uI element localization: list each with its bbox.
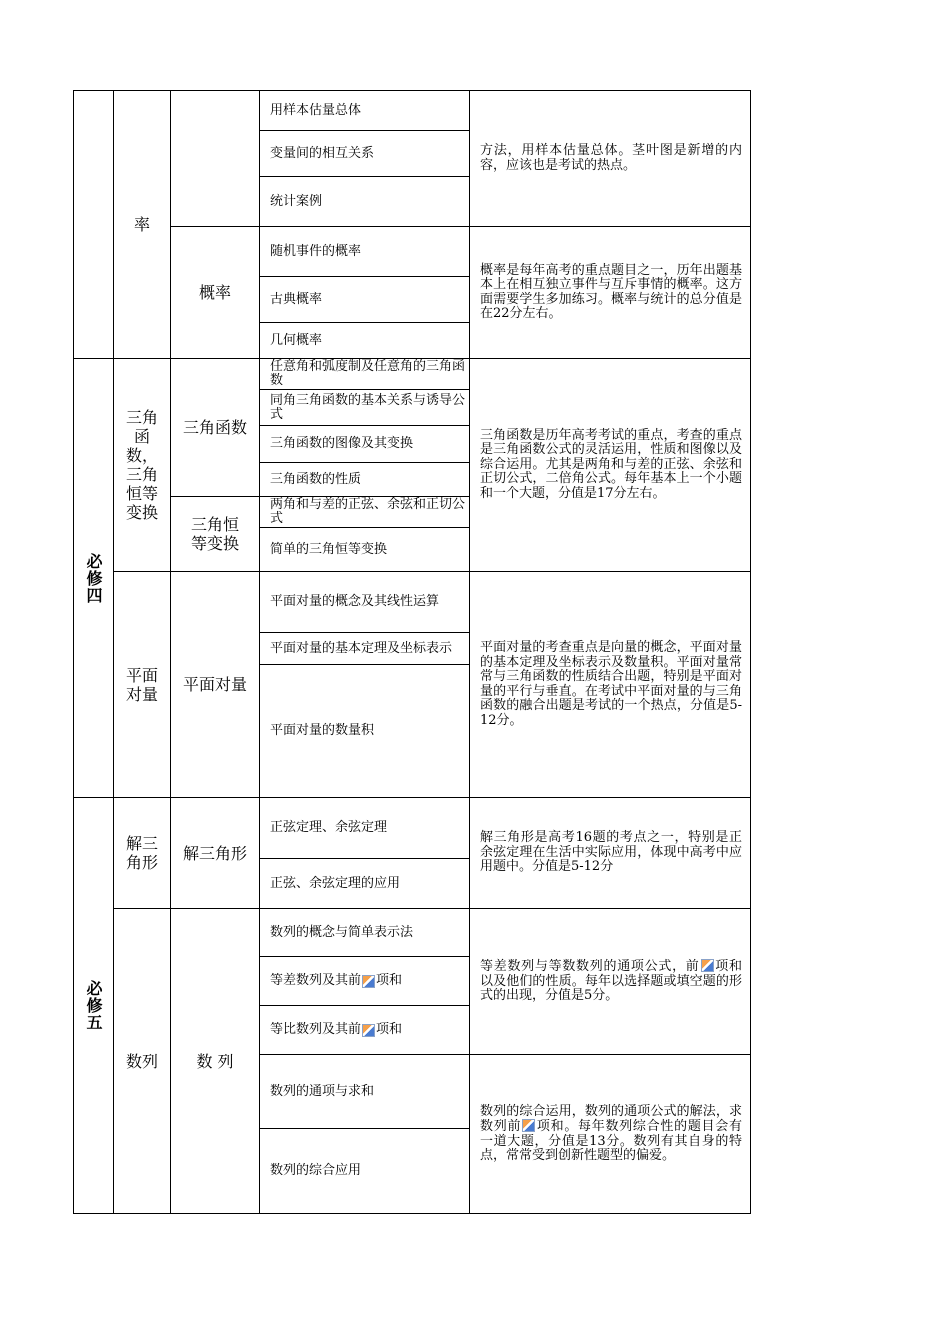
item-cell (260, 1006, 469, 1054)
chapter-sanjiao-label: 三角函数，三角恒等变换 (125, 408, 158, 522)
item-text: 等比数列及其前 (270, 1022, 362, 1037)
section-xiangliang: 平面对量 (182, 675, 247, 694)
item-cell: 古典概率 (270, 291, 323, 307)
chapter-xiangliang-label: 平面对量 (125, 665, 158, 704)
section-gailv: 概率 (198, 283, 231, 302)
description-text: 解三角形是高考16题的考点之一，特别是正余弦定理在生活中实际应用，体现中高考中应用题中。分值是5-12分 (480, 830, 742, 875)
item-cell: 简单的三角恒等变换 (270, 541, 388, 557)
chapter-sanjiao (114, 359, 170, 571)
module-bixiu4: 必修四 (84, 552, 103, 604)
formula-image-icon (362, 975, 375, 988)
item-cell: 任意角和弧度制及任意角的三角函数 (270, 359, 466, 388)
description-part: 项和。每年数列综合性的题目会有一道大题，分值是13分。数列有其自身的特点，常常受到创新性题型的偏爱。 (480, 1119, 742, 1163)
formula-image-icon (522, 1119, 535, 1132)
section-shulie: 数 列 (196, 1051, 234, 1071)
item-cell: 三角函数的图像及其变换 (270, 436, 414, 451)
section-jiesanjiao: 解三角形 (182, 843, 247, 863)
item-cell: 正弦、余弦定理的应用 (270, 875, 401, 891)
section-sanjiaohanshu: 三角函数 (182, 418, 247, 437)
item-cell: 正弦定理、余弦定理 (270, 820, 388, 835)
item-cell: 同角三角函数的基本关系与诱导公式 (270, 392, 466, 422)
chapter-jiesanjiao-label: 解三角形 (125, 834, 158, 872)
chapter-lv: 率 (133, 215, 150, 234)
item-cell: 数列的通项与求和 (270, 1083, 375, 1099)
description-text: 平面对量的考查重点是向量的概念，平面对量的基本定理及坐标表示及数量积。平面对量常常与三角函数的性质结合出题，特别是平面对量的平行与垂直。在考试中平面对量的与三角函数的融合出题是考试的一个热点，分值是5-12分。 (480, 640, 742, 728)
item-cell: 变量间的相互关系 (270, 145, 375, 161)
section-hengdeng-label: 三角恒等变换 (190, 515, 239, 553)
description-text: 三角函数是历年高考考试的重点，考查的重点是三角函数公式的灵活运用，性质和图像以及综合运用。尤其是两角和与差的正弦、余弦和正切公式，二倍角公式。每年基本上一个小题和一个大题，分值是17分左右。 (480, 427, 742, 501)
item-cell (260, 957, 469, 1005)
item-text: 项和 (376, 1022, 403, 1037)
description-text (480, 1105, 742, 1164)
description-cell (470, 798, 750, 908)
chapter-jiesanjiao (114, 798, 170, 908)
module-bixiu5: 必修五 (84, 980, 103, 1031)
item-cell: 随机事件的概率 (270, 243, 362, 259)
item-cell: 用样本估量总体 (270, 102, 362, 118)
description-cell (470, 91, 750, 226)
description-cell (470, 909, 750, 1054)
description-part: 项和以及他们的性质。每年以选择题或填空题的形式的出现，分值是5分。 (480, 959, 742, 1004)
item-cell: 平面对量的概念及其线性运算 (270, 594, 440, 609)
item-text: 等差数列及其前 (270, 973, 362, 988)
item-text: 项和 (376, 973, 403, 988)
table-border-bottom (73, 1213, 751, 1214)
item-cell: 两角和与差的正弦、余弦和正切公式 (270, 497, 466, 526)
description-part: 等差数列与等数数列的通项公式，前 (480, 959, 700, 975)
item-cell: 三角函数的性质 (270, 471, 362, 487)
description-text: 方法，用样本估量总体。茎叶图是新增的内容，应该也是考试的热点。 (480, 143, 742, 173)
item-cell: 平面对量的数量积 (270, 723, 375, 738)
description-cell (470, 1055, 750, 1213)
item-cell: 数列的综合应用 (270, 1163, 362, 1178)
description-cell (470, 572, 750, 797)
description-cell (470, 227, 750, 358)
formula-image-icon (701, 959, 714, 972)
chapter-xiangliang (114, 572, 170, 797)
description-text: 概率是每年高考的重点题目之一，历年出题基本上在相互独立事件与互斥事情的概率。这方面需要学生多加练习。概率与统计的总分值是在22分左右。 (480, 262, 742, 321)
item-cell: 统计案例 (270, 193, 323, 209)
table-border-right (750, 90, 751, 1214)
item-cell: 平面对量的基本定理及坐标表示 (270, 640, 453, 656)
chapter-shulie: 数列 (125, 1051, 158, 1071)
section-hengdeng (171, 497, 259, 571)
item-cell: 几何概率 (270, 332, 323, 348)
description-text (480, 959, 742, 1004)
formula-image-icon (362, 1024, 375, 1037)
description-cell (470, 359, 750, 571)
item-cell: 数列的概念与简单表示法 (270, 924, 414, 940)
description-part: 数列的综合运用，数列的通项公式的解法，求数列前 (480, 1103, 742, 1134)
